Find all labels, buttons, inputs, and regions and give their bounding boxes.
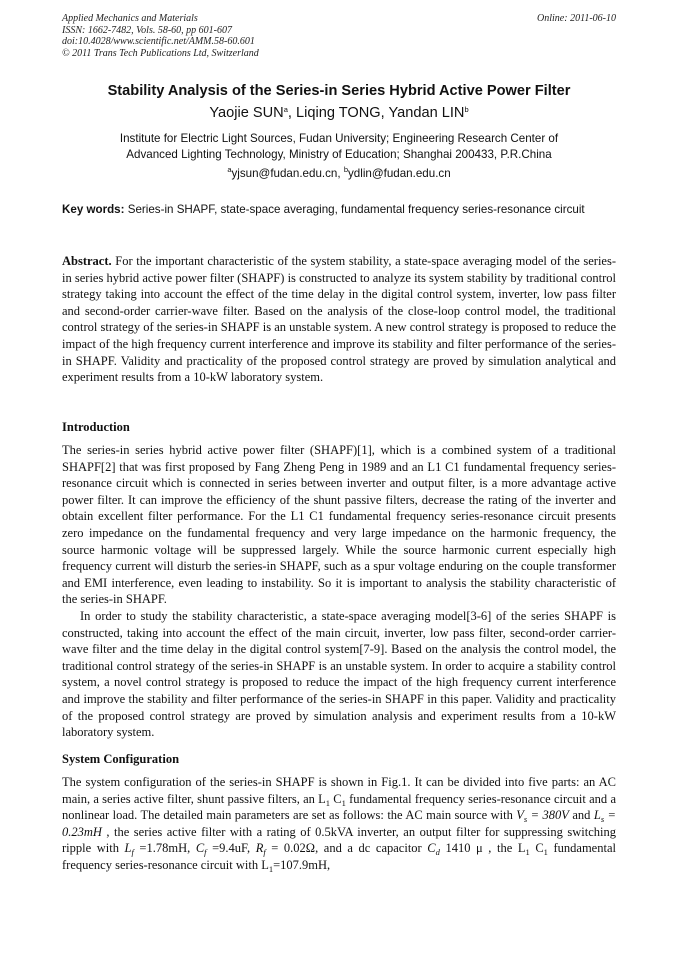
- introduction-body: [62, 442, 616, 741]
- online-date: Online: 2011-06-10: [537, 13, 616, 24]
- copyright-line: © 2011 Trans Tech Publications Ltd, Switzerland: [62, 47, 259, 59]
- author-separator: , Liqing TONG,: [287, 105, 389, 121]
- keywords-label: Key words:: [62, 203, 125, 216]
- section-heading-system-configuration: System Configuration: [62, 752, 180, 766]
- paper-title: Stability Analysis of the Series-in Series Hybrid Active Power Filter: [107, 83, 571, 99]
- affiliation: [62, 131, 616, 163]
- keywords-text: Series-in SHAPF, state-space averaging, fundamental frequency series-resonance circuit: [127, 203, 585, 216]
- email-b-mark: b: [343, 165, 348, 174]
- doi-line: doi:10.4028/www.scientific.net/AMM.58-60.601: [62, 36, 255, 47]
- journal-header: [62, 13, 616, 59]
- journal-name: Applied Mechanics and Materials: [62, 13, 198, 24]
- system-configuration-body: [62, 774, 616, 874]
- author-lin: Yandan LIN: [388, 105, 465, 121]
- author-list: [62, 104, 616, 122]
- email-a[interactable]: yjsun@fudan.edu.cn,: [231, 167, 341, 180]
- author-emails: [62, 166, 616, 182]
- author-lin-mark: b: [464, 105, 469, 114]
- abstract: [62, 253, 616, 386]
- author-sun: Yaojie SUN: [209, 105, 284, 121]
- introduction-paragraph-2: In order to study the stability characteristic, a state-space averaging model[3-6] of the series SHAPF is constructed, taking into account the effect of the main circuit, inverter, low pass filter, second-order carrier-wave filter and the time delay in the digital control system[7-9]. Based on the analysis the control model, the traditional control strategy of the series-in SHAPF is an unstable system. In order to acquire a stability control system, a novel control strategy is proposed to reduce the impact of the high frequency current interference and improve the stability and filter performance of the series-in SHAPF in this paper. Validity and practicality of the proposed control strategy are proved by simulation analysis and experiment results from a 10-kW laboratory system.: [62, 608, 616, 740]
- affiliation-line-1: Institute for Electric Light Sources, Fudan University; Engineering Research Center of: [119, 132, 559, 145]
- author-sun-mark: a: [283, 105, 288, 114]
- abstract-text: For the important characteristic of the system stability, a state-space averaging model of the series-in series hybrid active power filter (SHAPF) is constructed to analyze its system stability by traditional control strategy taking into account the effect of the time delay in the digital control system, inverter, low pass filter and second-order carrier-wave filter. Based on the analysis of the close-loop control model, the traditional control strategy of the series-in SHAPF is an unstable system. A new control strategy is proposed to reduce the impact of the high frequency current interference and improve its stability and filter performance of the series-in SHAPF. Validity and practicality of the proposed control strategy are proved by simulation analytical and experiment results from a 10-kW laboratory system.: [62, 254, 617, 385]
- issn-line: ISSN: 1662-7482, Vols. 58-60, pp 601-607: [62, 24, 232, 36]
- abstract-label: Abstract.: [62, 254, 112, 268]
- system-configuration-paragraph: The system configuration of the series-in SHAPF is shown in Fig.1. It can be divided into five parts: an AC main, a series active filter, shunt passive filters, an $L_1$ $C_1$ fundamental frequency series-resonance circuit and a nonlinear load. The detailed main parameters are set as follows: the AC main source with $V_s = 380V$ and $L_s = 0.23mH$ , the series active filter with a rating of 0.5kVA inverter, an output filter for suppressing switching ripple with $L_f =1.78mH$, $C_f =9.4uF$, $R_f = 0.02\Omega$, and a dc capacitor $C_d$ 1410 μ , the $L_1$ $C_1$ fundamental frequency series-resonance circuit with $L_1=107.9mH$,: [62, 775, 616, 874]
- introduction-paragraph-1: The series-in series hybrid active power filter (SHAPF)[1], which is a combined system of a traditional SHAPF[2] that was first proposed by Fang Zheng Peng in 1989 and an L1 C1 fundamental frequency series-resonance circuit which is connected in series between inverter and output filter, is a more advantage active power filter. It can improve the efficiency of the shunt passive filters, decrease the rating of the inverter and obtain excellent filter performance. For the L1 C1 fundamental frequency series-resonance circuit presents zero impedance on the fundamental frequency and very large impedance on the harmonic frequency, the source harmonic voltage will be suppressed largely. While the source harmonic current especially high frequency current will disturb the series-in SHAPF, such as a spur voltage enduring on the couple transformer and EMI interference, even leading to instability. So it is important to analysis the stability characteristic of the series-in SHAPF.: [62, 443, 616, 607]
- email-a-mark: a: [227, 165, 232, 174]
- affiliation-line-2: Advanced Lighting Technology, Ministry of Education; Shanghai 200433, P.R.China: [126, 148, 552, 161]
- email-b[interactable]: ydlin@fudan.edu.cn: [348, 167, 451, 180]
- keywords: [62, 203, 616, 218]
- section-heading-introduction: Introduction: [62, 420, 130, 434]
